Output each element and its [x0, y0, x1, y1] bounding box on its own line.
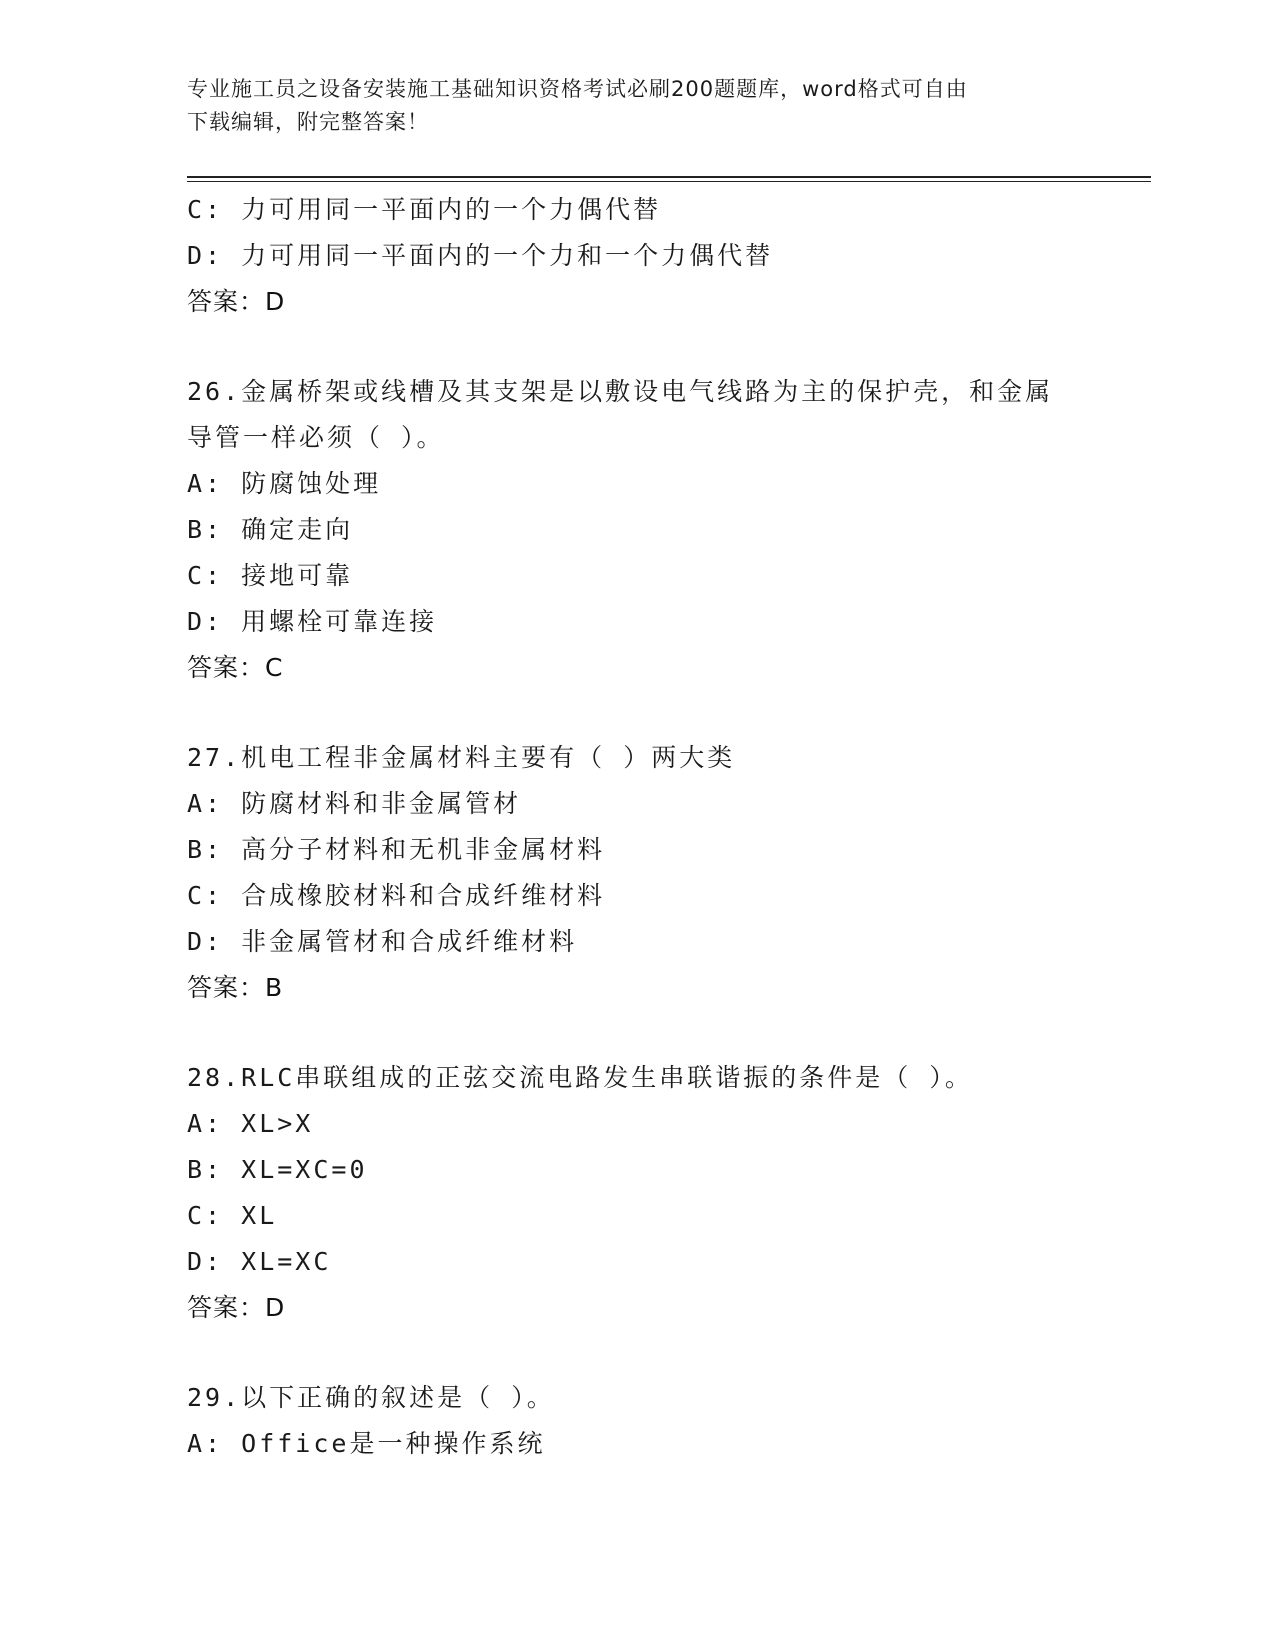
option-b: B: 确定走向 — [187, 515, 354, 544]
question-25-continued — [187, 187, 1127, 325]
option-c: C: 合成橡胶材料和合成纤维材料 — [187, 881, 606, 910]
option-d: D: 力可用同一平面内的一个力和一个力偶代替 — [187, 241, 774, 270]
answer-line: 答案：D — [187, 1293, 286, 1322]
question-title: 26.金属桥架或线槽及其支架是以敷设电气线路为主的保护壳，和金属 — [187, 377, 1054, 406]
option-b: B: 高分子材料和无机非金属材料 — [187, 835, 606, 864]
spacer — [187, 691, 1127, 735]
document-header — [187, 73, 1077, 139]
answer-line: 答案：C — [187, 653, 284, 682]
header-divider-thin — [187, 181, 1151, 182]
option-a: A: XL>X — [187, 1109, 314, 1138]
question-title: 27.机电工程非金属材料主要有（ ）两大类 — [187, 743, 736, 772]
answer-line: 答案：D — [187, 287, 286, 316]
option-a: A: 防腐蚀处理 — [187, 469, 382, 498]
option-a: A: 防腐材料和非金属管材 — [187, 789, 522, 818]
option-c: C: 接地可靠 — [187, 561, 354, 590]
header-divider-thick — [187, 176, 1151, 178]
spacer — [187, 1331, 1127, 1375]
option-c: C: 力可用同一平面内的一个力偶代替 — [187, 195, 662, 224]
option-d: D: 用螺栓可靠连接 — [187, 607, 438, 636]
question-28 — [187, 1055, 1127, 1331]
option-c: C: XL — [187, 1201, 278, 1230]
question-27 — [187, 735, 1127, 1011]
question-title-continued: 导管一样必须（ ）。 — [187, 423, 445, 452]
header-line-1: 专业施工员之设备安装施工基础知识资格考试必刷200题题库，word格式可自由 — [187, 77, 968, 101]
option-b: B: XL=XC=0 — [187, 1155, 368, 1184]
answer-line: 答案：B — [187, 973, 284, 1002]
option-d: D: 非金属管材和合成纤维材料 — [187, 927, 578, 956]
header-line-2: 下载编辑，附完整答案！ — [187, 110, 429, 134]
question-29 — [187, 1375, 1127, 1467]
spacer — [187, 1011, 1127, 1055]
question-26 — [187, 369, 1127, 691]
question-title: 28.RLC串联组成的正弦交流电路发生串联谐振的条件是（ ）。 — [187, 1063, 973, 1092]
option-a: A: Office是一种操作系统 — [187, 1429, 546, 1458]
option-d: D: XL=XC — [187, 1247, 332, 1276]
question-title: 29.以下正确的叙述是（ ）。 — [187, 1383, 555, 1412]
spacer — [187, 325, 1127, 369]
question-content — [187, 187, 1127, 1467]
